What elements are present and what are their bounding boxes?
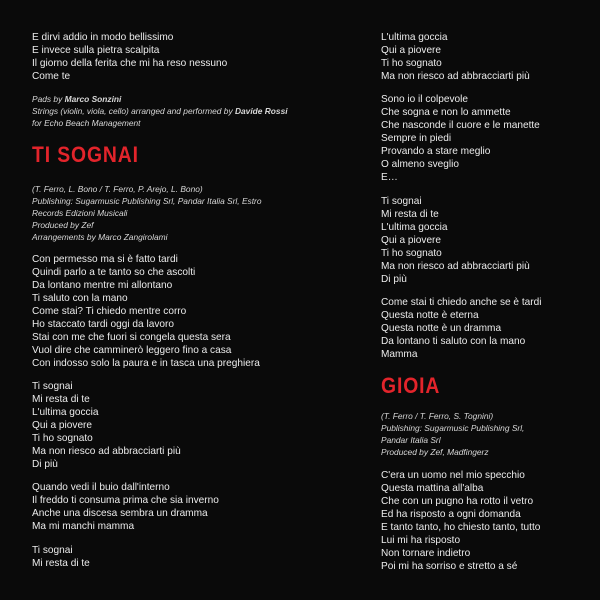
pads-name: Marco Sonzini bbox=[64, 94, 122, 104]
credit-line: Arrangements by Marco Zangirolami bbox=[32, 232, 168, 242]
lyric-line: Provando a stare meglio bbox=[381, 146, 491, 157]
credit-line: Records Edizioni Musicali bbox=[32, 208, 128, 218]
credit-line: (T. Ferro / T. Ferro, S. Tognini) bbox=[381, 411, 494, 421]
lyric-line: Il giorno della ferita che mi ha reso nessuno bbox=[32, 58, 228, 69]
credit-line: Publishing: Sugarmusic Publishing Srl, Pandar Italia Srl, Estro bbox=[32, 196, 262, 206]
credit-line: Produced by Zef, Madfingerz bbox=[381, 447, 489, 457]
lyric-line: Ti sognai bbox=[381, 196, 422, 207]
lyric-line: Ti sognai bbox=[32, 381, 73, 392]
lyric-line: Mamma bbox=[381, 349, 418, 360]
lyric-line: Ma non riesco ad abbracciarti più bbox=[32, 446, 181, 457]
lyric-line: Ti ho sognato bbox=[32, 433, 93, 444]
lyric-line: E tanto tanto, ho chiesto tanto, tutto bbox=[381, 522, 541, 533]
lyric-line: Ed ha risposto a ogni domanda bbox=[381, 509, 521, 520]
lyric-line: Con indosso solo la paura e in tasca una preghiera bbox=[32, 358, 260, 369]
lyric-line: Come stai? Ti chiedo mentre corro bbox=[32, 306, 187, 317]
lyric-line: Mi resta di te bbox=[32, 394, 90, 405]
lyric-line: Ti ho sognato bbox=[381, 58, 442, 69]
lyric-line: Da lontano mentre mi allontano bbox=[32, 280, 173, 291]
lyric-line: Che sogna e non lo ammette bbox=[381, 107, 511, 118]
lyric-line: Con permesso ma si è fatto tardi bbox=[32, 254, 178, 265]
lyric-line: Da lontano ti saluto con la mano bbox=[381, 336, 526, 347]
lyric-line: Come te bbox=[32, 71, 71, 82]
strings-prefix: Strings (violin, viola, cello) arranged and performed by bbox=[32, 106, 235, 116]
lyric-line: Ma non riesco ad abbracciarti più bbox=[381, 71, 530, 82]
lyric-line: E invece sulla pietra scalpita bbox=[32, 45, 160, 56]
lyric-line: Ma mi manchi mamma bbox=[32, 521, 135, 532]
lyric-line: O almeno sveglio bbox=[381, 159, 459, 170]
lyric-line: Mi resta di te bbox=[381, 209, 439, 220]
lyric-line: Non tornare indietro bbox=[381, 548, 471, 559]
credit-line: Publishing: Sugarmusic Publishing Srl, bbox=[381, 423, 525, 433]
lyric-line: Lui mi ha risposto bbox=[381, 535, 461, 546]
strings-credit bbox=[32, 106, 288, 117]
credit-line: (T. Ferro, L. Bono / T. Ferro, P. Arejo, L. Bono) bbox=[32, 184, 203, 194]
lyric-line: Quindi parlo a te tanto so che ascolti bbox=[32, 267, 196, 278]
lyric-line: Come stai ti chiedo anche se è tardi bbox=[381, 297, 542, 308]
lyric-line: Ti sognai bbox=[32, 545, 73, 556]
lyric-line: Qui a piovere bbox=[381, 45, 442, 56]
lyric-line: Vuol dire che camminerò leggero fino a casa bbox=[32, 345, 232, 356]
credit-line: Produced by Zef bbox=[32, 220, 94, 230]
lyric-line: Qui a piovere bbox=[32, 420, 93, 431]
lyric-line: Anche una discesa sembra un dramma bbox=[32, 508, 208, 519]
lyric-line: Che con un pugno ha rotto il vetro bbox=[381, 496, 534, 507]
lyric-line: Sempre in piedi bbox=[381, 133, 452, 144]
lyric-line: Stai con me che fuori si congela questa sera bbox=[32, 332, 231, 343]
lyric-line: L'ultima goccia bbox=[381, 222, 448, 233]
management-credit: for Echo Beach Management bbox=[32, 118, 141, 128]
lyric-line: Il freddo ti consuma prima che sia inverno bbox=[32, 495, 219, 506]
lyric-line: Questa notte è un dramma bbox=[381, 323, 502, 334]
lyric-line: Sono io il colpevole bbox=[381, 94, 468, 105]
strings-name: Davide Rossi bbox=[234, 106, 288, 116]
lyric-line: Questa notte è eterna bbox=[381, 310, 479, 321]
lyric-line: Che nasconde il cuore e le manette bbox=[381, 120, 540, 131]
lyric-line: Poi mi ha sorriso e stretto a sé bbox=[381, 561, 518, 572]
lyric-line: C'era un uomo nel mio specchio bbox=[381, 470, 525, 481]
lyric-line: Ho staccato tardi oggi da lavoro bbox=[32, 319, 174, 330]
lyric-line: Questa mattina all'alba bbox=[381, 483, 484, 494]
pads-prefix: Pads by bbox=[32, 94, 65, 104]
song-title: TI SOGNAI bbox=[32, 142, 139, 167]
lyric-line: Di più bbox=[381, 274, 407, 285]
lyric-line: E… bbox=[381, 172, 398, 183]
lyric-line: L'ultima goccia bbox=[32, 407, 99, 418]
lyric-line: Mi resta di te bbox=[32, 558, 90, 569]
lyric-line: Ma non riesco ad abbracciarti più bbox=[381, 261, 530, 272]
lyric-line: Qui a piovere bbox=[381, 235, 442, 246]
lyric-line: Ti ho sognato bbox=[381, 248, 442, 259]
lyric-line: L'ultima goccia bbox=[381, 32, 448, 43]
song-title: GIOIA bbox=[381, 373, 441, 398]
lyric-line: E dirvi addio in modo bellissimo bbox=[32, 32, 174, 43]
lyric-line: Di più bbox=[32, 459, 58, 470]
lyric-line: Quando vedi il buio dall'interno bbox=[32, 482, 170, 493]
lyric-line: Ti saluto con la mano bbox=[32, 293, 128, 304]
credit-line: Pandar Italia Srl bbox=[381, 435, 441, 445]
pads-credit bbox=[32, 94, 121, 105]
